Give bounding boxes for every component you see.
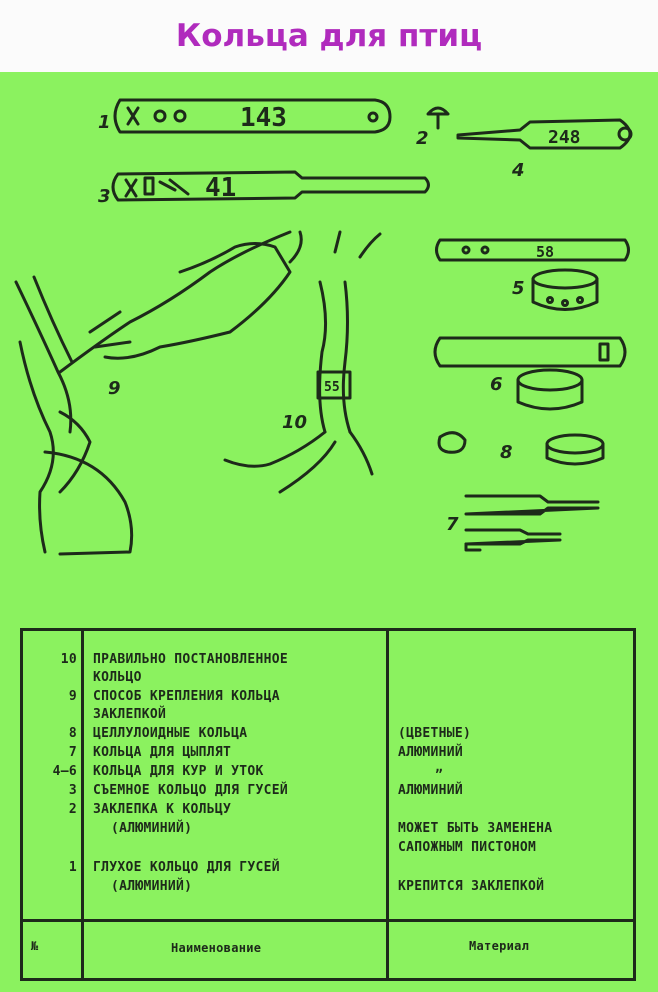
figure-label-6: 6 <box>490 374 503 395</box>
ring-7-drawing <box>466 496 598 550</box>
legend-row-num: 9 <box>68 689 77 704</box>
ring-5-drawing <box>437 240 629 310</box>
figure-label-5: 5 <box>512 278 525 299</box>
legend-row-material: АЛЮМИНИЙ <box>398 783 464 798</box>
ring-3-number: 41 <box>205 173 237 203</box>
ring-4-drawing <box>458 120 631 148</box>
rings-illustration <box>0 72 658 632</box>
legend-row-material: КРЕПИТСЯ ЗАКЛЕПКОЙ <box>398 879 545 894</box>
legend-row-name: КОЛЬЦА ДЛЯ ЦЫПЛЯТ <box>93 745 232 760</box>
legend-row-name: ЦЕЛЛУЛОИДНЫЕ КОЛЬЦА <box>93 726 248 741</box>
legend-row-num: 4—6 <box>52 764 77 779</box>
page-title: Кольца для птиц <box>175 18 483 54</box>
figure-label-8: 8 <box>500 442 513 463</box>
figure-label-2: 2 <box>416 128 429 149</box>
ring-10-number: 55 <box>324 380 340 395</box>
legend-header-number: № <box>31 939 39 953</box>
leg-figure-10-drawing <box>225 232 380 492</box>
hands-figure-9-drawing <box>16 232 290 554</box>
figure-label-7: 7 <box>446 514 459 535</box>
rivet-2-drawing <box>428 108 448 128</box>
figure-label-1: 1 <box>98 112 111 133</box>
legend-row-name: ЗАКЛЕПКОЙ <box>93 707 167 722</box>
legend-row-num: 2 <box>68 802 77 817</box>
legend-row-name: КОЛЬЦО <box>93 670 142 685</box>
ring-8-drawing <box>439 433 603 464</box>
title-bar <box>0 0 658 72</box>
legend-row-name: КОЛЬЦА ДЛЯ КУР И УТОК <box>93 764 264 779</box>
figure-label-4: 4 <box>512 160 525 181</box>
legend-row-num: 10 <box>60 652 77 667</box>
legend-header-name: Наименование <box>171 941 262 955</box>
legend-row-num: 8 <box>68 726 77 741</box>
ring-5-number: 58 <box>536 243 555 261</box>
legend-row-name: ПРАВИЛЬНО ПОСТАНОВЛЕННОЕ <box>93 652 289 667</box>
legend-row-num: 7 <box>68 745 77 760</box>
legend-row-num: 1 <box>68 860 77 875</box>
legend-row-material: АЛЮМИНИЙ <box>398 745 464 760</box>
legend-row-name: (АЛЮМИНИЙ) <box>111 879 193 894</box>
legend-row-name: СПОСОБ КРЕПЛЕНИЯ КОЛЬЦА <box>93 689 280 704</box>
ring-1-number: 143 <box>240 103 287 133</box>
legend-row-name: ГЛУХОЕ КОЛЬЦО ДЛЯ ГУСЕЙ <box>93 860 280 875</box>
ring-3-drawing <box>113 172 429 200</box>
legend-row-name: ЗАКЛЕПКА К КОЛЬЦУ <box>93 802 232 817</box>
legend-row-material: „ <box>435 760 444 775</box>
legend-row-material: САПОЖНЫМ ПИСТОНОМ <box>398 840 537 855</box>
ring-6-drawing <box>435 338 625 409</box>
legend-header-material: Материал <box>469 939 530 953</box>
figure-label-3: 3 <box>98 186 111 207</box>
legend-row-name: (АЛЮМИНИЙ) <box>111 821 193 836</box>
figure-label-10: 10 <box>282 412 308 433</box>
legend-header-divider <box>23 919 633 922</box>
legend-divider-1 <box>81 631 84 978</box>
legend-row-num: 3 <box>68 783 77 798</box>
figure-label-9: 9 <box>108 378 121 399</box>
legend-divider-2 <box>386 631 389 978</box>
legend-row-name: СЪЕМНОЕ КОЛЬЦО ДЛЯ ГУСЕЙ <box>93 783 289 798</box>
legend-row-material: МОЖЕТ БЫТЬ ЗАМЕНЕНА <box>398 821 553 836</box>
legend-row-material: (ЦВЕТНЫЕ) <box>398 726 472 741</box>
legend-table <box>20 628 636 981</box>
ring-4-number: 248 <box>548 127 581 148</box>
